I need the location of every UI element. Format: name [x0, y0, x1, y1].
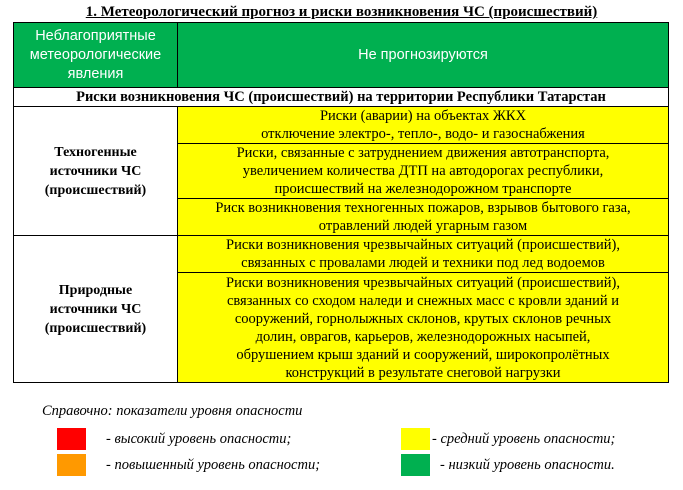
- risk-line: отравлений людей угарным газом: [318, 218, 528, 234]
- weather-value-cell: [178, 23, 669, 88]
- risk-line: Риски возникновения чрезвычайных ситуаций (происшествий),: [226, 237, 620, 253]
- source-label-line: (происшествий): [44, 320, 147, 336]
- weather-label-line: явления: [67, 65, 124, 82]
- page-title: 1. Метеорологический прогноз и риски возникновения ЧС (происшествий): [85, 4, 598, 20]
- legend-label-medium: - средний уровень опасности;: [432, 431, 616, 447]
- source-label-line: источники ЧС: [49, 163, 142, 179]
- risk-line: Риск возникновения техногенных пожаров, взрывов бытового газа,: [215, 200, 631, 216]
- risk-line: обрушением крыш зданий и сооружений, широкопролётных: [236, 346, 610, 363]
- legend-label-elevated: - повышенный уровень опасности;: [106, 457, 321, 473]
- risk-row: [14, 236, 669, 273]
- weather-value: Не прогнозируются: [358, 46, 488, 63]
- risk-line: Риски (аварии) на объектах ЖКХ: [319, 108, 527, 124]
- risk-line: Риски возникновения чрезвычайных ситуаций (происшествий),: [226, 274, 620, 291]
- risks-title: Риски возникновения ЧС (происшествий) на территории Республики Татарстан: [14, 88, 669, 107]
- risk-line: происшествий на железнодорожном транспорте: [274, 181, 572, 197]
- risk-cell: [178, 236, 669, 273]
- legend-label-low: - низкий уровень опасности.: [440, 457, 615, 473]
- weather-label-line: Неблагоприятные: [35, 27, 156, 44]
- weather-label-cell: [14, 23, 178, 88]
- source-label-line: (происшествий): [44, 182, 147, 198]
- risk-cell: [178, 199, 669, 236]
- risk-cell: [178, 107, 669, 144]
- legend-swatch-medium: [401, 428, 430, 450]
- risk-line: отключение электро-, тепло-, водо- и газоснабжения: [261, 126, 585, 142]
- legend-swatch-low: [401, 454, 430, 476]
- risk-line: конструкций в результате снеговой нагрузки: [285, 364, 561, 381]
- risk-line: связанных с провалами людей и техники под лед водоемов: [241, 255, 605, 271]
- source-natural: [14, 236, 178, 383]
- source-technogenic: [14, 107, 178, 236]
- source-label-line: Природные: [58, 282, 133, 298]
- legend-swatch-elevated: [57, 454, 86, 476]
- risk-line: увеличением количества ДТП на автодорогах республики,: [242, 163, 604, 179]
- risk-cell: [178, 144, 669, 199]
- legend-swatch-high: [57, 428, 86, 450]
- risk-line: связанных со сходом наледи и снежных масс с кровли зданий и: [226, 292, 620, 309]
- legend-label-high: - высокий уровень опасности;: [106, 431, 292, 447]
- risk-row: [14, 107, 669, 144]
- risk-line: Риски, связанные с затруднением движения автотранспорта,: [236, 145, 610, 161]
- source-label-line: источники ЧС: [49, 301, 142, 317]
- risk-line: сооружений, горнолыжных склонов, крутых склонов речных: [234, 310, 612, 327]
- risk-line: долин, оврагов, карьеров, железнодорожных насыпей,: [255, 328, 591, 345]
- source-label-line: Техногенные: [54, 144, 137, 160]
- weather-row: [14, 23, 669, 88]
- risk-cell: [178, 273, 669, 383]
- legend-heading: Справочно: показатели уровня опасности: [42, 403, 303, 419]
- weather-label-line: метеорологические: [29, 46, 162, 63]
- risks-title-row: [14, 88, 669, 107]
- forecast-table: [13, 22, 669, 383]
